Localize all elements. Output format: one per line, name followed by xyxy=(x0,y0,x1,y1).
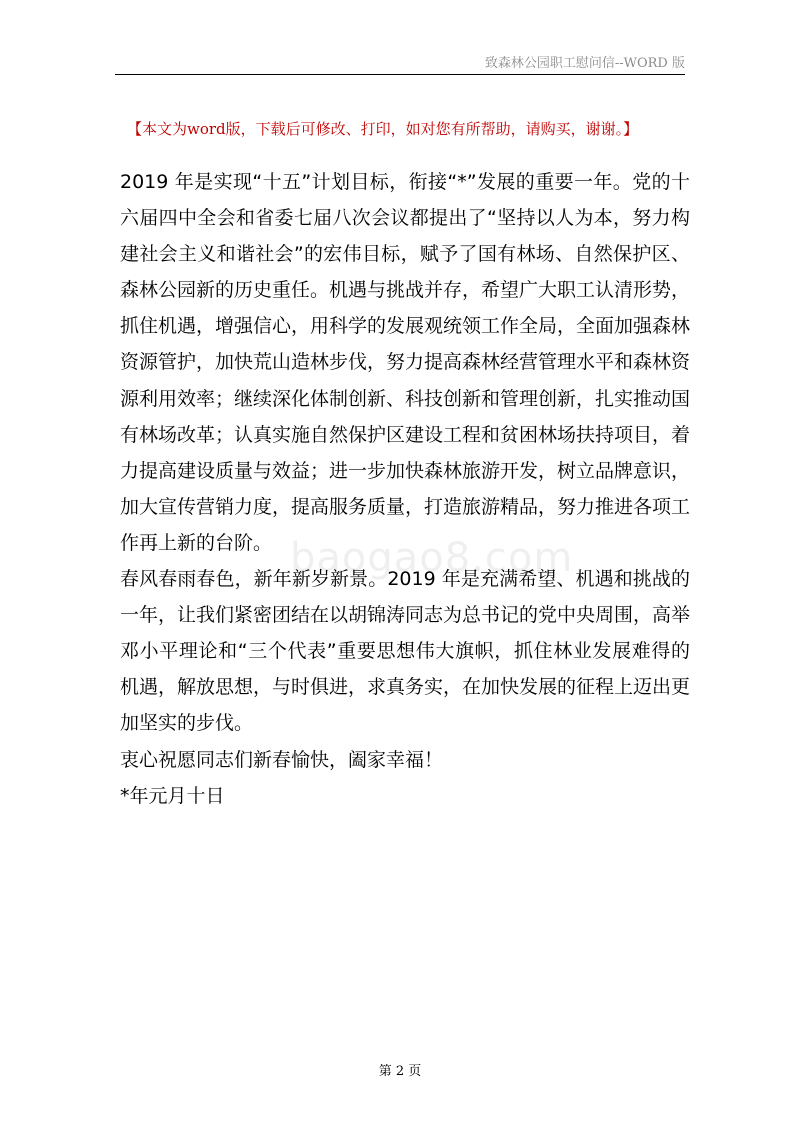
paragraph-2: 春风春雨春色，新年新岁新景。2019 年是充满希望、机遇和挑战的一年，让我们紧密团结在以胡锦涛同志为总书记的党中央周围，高举邓小平理论和“三个代表”重要思想伟大旗帜，抓住林业发展难得的机遇，解放思想，与时俱进，求真务实，在加快发展的征程上迈出更加坚实的步伐。 xyxy=(120,568,691,735)
watermark: baogao8.com xyxy=(290,535,574,581)
page-number: 第 2 页 xyxy=(378,1064,422,1079)
paragraph-1: 2019 年是实现“十五”计划目标，衔接“*”发展的重要一年。党的十六届四中全会和省委七届八次会议都提出了“坚持以人为本，努力构建社会主义和谐社会”的宏伟目标，赋予了国有林场、自然保护区、森林公园新的历史重任。机遇与挑战并存，希望广大职工认清形势，抓住机遇，增强信心，用科学的发展观统领工作全局，全面加强森林资源管护，加快荒山造林步伐，努力提高森林经营管理水平和森林资源利用效率；继续深化体制创新、科技创新和管理创新，扎实推动国有林场改革；认真实施自然保护区建设工程和贫困林场扶持项目，着力提高建设质量与效益；进一步加快森林旅游开发，树立品牌意识，加大宣传营销力度，提高服务质量，打造旅游精品，努力推进各项工作再上新的台阶。 xyxy=(120,171,691,554)
letter-body xyxy=(120,164,690,814)
letter-date: *年元月十日 xyxy=(120,784,225,807)
header-divider xyxy=(115,74,685,75)
document-header-title: 致森林公园职工慰问信--WORD 版 xyxy=(484,56,685,71)
paragraph-3: 衷心祝愿同志们新春愉快，阖家幸福！ xyxy=(120,748,444,771)
purchase-notice: 【本文为word版，下载后可修改、打印，如对您有所帮助，请购买，谢谢。】 xyxy=(127,120,639,138)
